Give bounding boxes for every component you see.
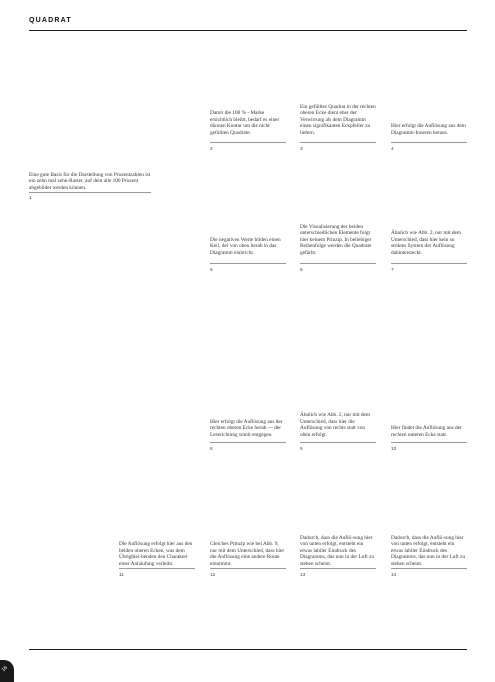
figure-caption	[119, 510, 195, 580]
caption-text: Die negativen Werte bilden einen Keil, der von oben herab in das Diagramm einbricht.	[210, 236, 281, 256]
caption-text: Ein gefülltes Quadrat in der rechten oberen Ecke dient eher der Verwirrung als dem Diagramm einen signifikanten Eckpfeiler zu liefern.	[300, 103, 376, 136]
caption-text: Die Auflösung erfolgt hier aus den beiden oberen Ecken, was dem Übrigblei-benden den Charakter einer Anhäufung verleiht.	[119, 541, 193, 567]
figure-caption	[391, 400, 467, 460]
figure-number: 10	[391, 447, 397, 452]
figure-caption	[300, 90, 376, 160]
caption-divider	[300, 568, 376, 569]
caption-text: Gleiches Prinzip wie bei Abb. 9, nur mit dem Unterschied, dass hier die Auflösung eine andere Route einnimmt.	[210, 541, 285, 567]
figure-number: 4	[391, 147, 394, 152]
caption-divider	[210, 142, 286, 143]
figure-number: 14	[391, 573, 397, 578]
caption-text: Hier erfolgt die Auflösung aus dem Diagramm-Inneren heraus.	[391, 123, 466, 136]
caption-text: Ähnlich wie Abb. 2, nur mit dem Unterschied, dass hier die Auflösung von rechts statt von oben erfolgt.	[300, 412, 371, 438]
caption-text: Hier findet die Auflösung aus der rechten unteren Ecke statt.	[391, 425, 462, 438]
caption-text: Die Visualisierung der beiden unterschiedlichen Elemente folgt hier keinem Prinzip. In beliebiger Reihenfolge werden die Quadrate gefärbt.	[300, 223, 372, 256]
figure-number: 1	[29, 196, 32, 201]
header-divider	[29, 30, 467, 31]
figure-number: 9	[300, 447, 303, 452]
figure-caption	[210, 90, 286, 160]
caption-divider	[300, 442, 376, 443]
figure-number: 2	[210, 147, 213, 152]
footer-divider	[29, 649, 467, 650]
figure-number: 13	[300, 573, 306, 578]
caption-text: Hier erfolgt die Auflösung aus der rechten oberen Ecke herab — der Leserichtung somit entgegen.	[210, 418, 283, 438]
figure-caption	[210, 510, 286, 580]
figure-caption	[300, 510, 376, 580]
figure-number: 6	[300, 268, 303, 273]
caption-divider	[300, 142, 376, 143]
figure-caption	[391, 210, 467, 280]
caption-divider	[300, 263, 376, 264]
page-number-badge	[0, 660, 14, 682]
caption-divider	[391, 442, 467, 443]
figure-number: 12	[210, 573, 216, 578]
figure-number: 11	[119, 573, 124, 578]
caption-divider	[210, 263, 286, 264]
caption-divider	[29, 192, 151, 193]
caption-divider	[119, 568, 195, 569]
figure-number: 7	[391, 268, 394, 273]
figure-caption	[300, 210, 376, 280]
figure-caption	[210, 400, 286, 460]
page-number: 16	[0, 664, 9, 674]
figure-number: 5	[210, 268, 213, 273]
figure-caption	[210, 210, 286, 280]
figure-caption	[391, 510, 467, 580]
figure-number: 3	[300, 147, 303, 152]
section-title: QUADRAT	[29, 17, 72, 24]
figure-caption	[29, 150, 151, 205]
caption-text: Dadurch, dass die Auflö-sung hier von unten erfolgt, entsteht ein etwas labiler Eindruck des Diagramms, das nun in der Luft zu stehen scheint.	[300, 534, 374, 567]
caption-divider	[391, 263, 467, 264]
caption-text: Damit die 100 % - Marke ersichtlich bleibt, bedarf es einer dünnen Kontur um die nicht gefüllten Quadrate.	[210, 110, 280, 136]
figure-caption	[300, 400, 376, 460]
caption-divider	[391, 142, 467, 143]
caption-divider	[391, 568, 467, 569]
caption-divider	[210, 568, 286, 569]
caption-text: Eine gute Basis für die Darstellung von Prozentzahlen ist ein zehn mal zehn-Raster, auf dem alle 100 Prozent abgebildet werden können.	[29, 171, 151, 191]
caption-text: Dadurch, dass die Auflö-sung hier von unten erfolgt, entsteht ein etwas labiler Eindruck des Diagramms, das nun in der Luft zu stehen scheint.	[391, 534, 465, 567]
caption-text: Ähnlich wie Abb. 2, nur mit dem Unterschied, dass hier kein so striktes System der Auflösung dahintersteckt.	[391, 230, 462, 256]
figure-caption	[391, 90, 467, 160]
caption-divider	[210, 442, 286, 443]
figure-number: 8	[210, 447, 213, 452]
